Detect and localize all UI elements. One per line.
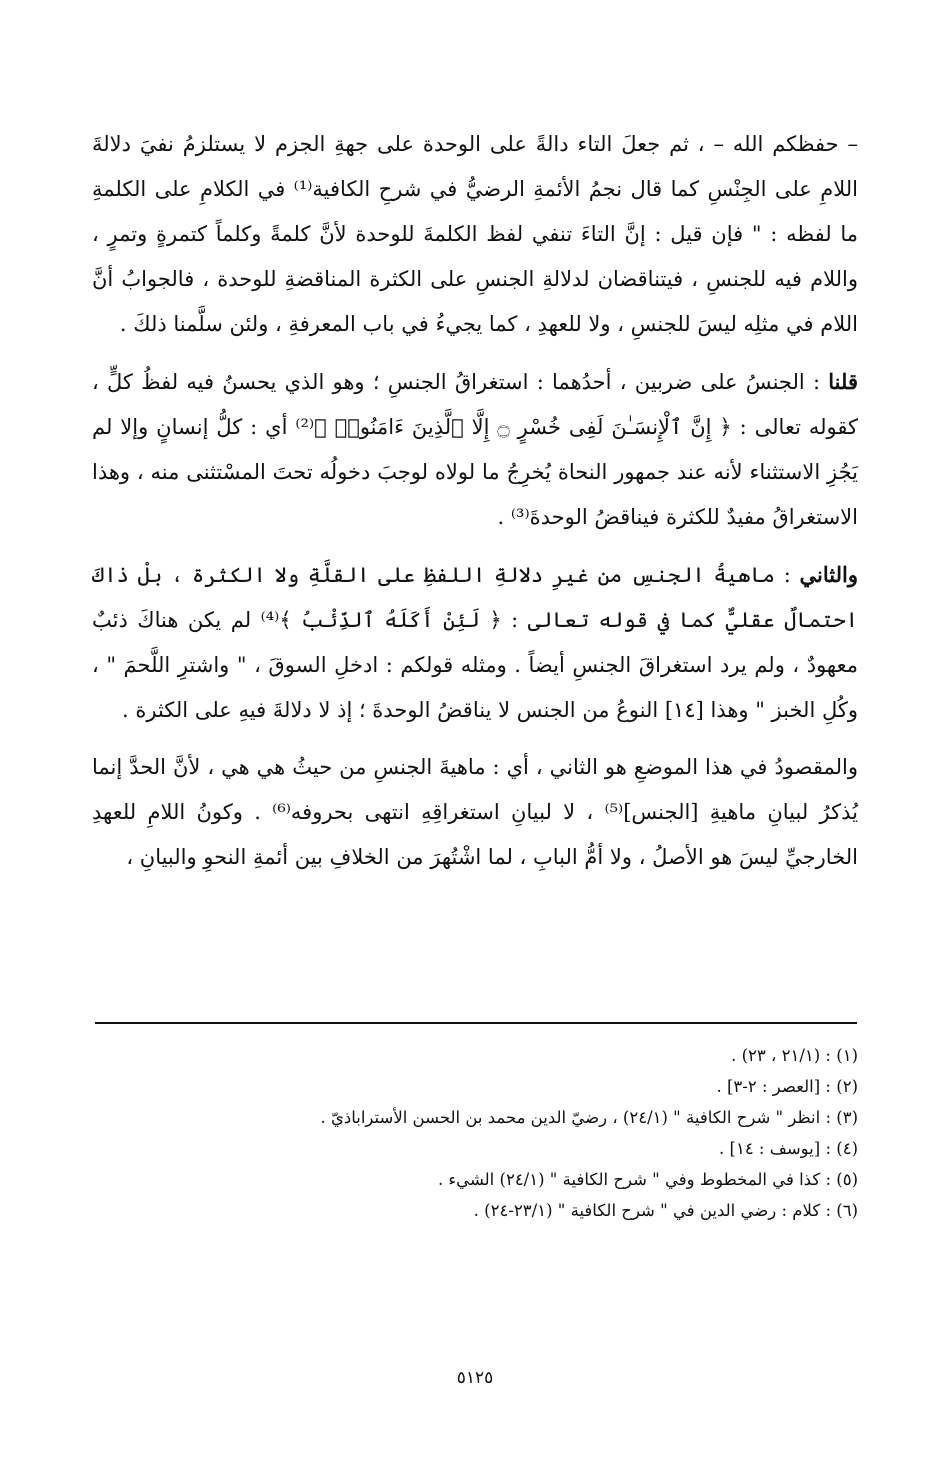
paragraph-4: والمقصودُ في هذا الموضعِ هو الثاني ، أي : ماهيةَ الجنسِ من حيثُ هي هي ، لأنَّ الحدَّ إنما يُذكرُ لبيانِ ماهيةِ [الجنس]⁽⁵⁾ ، لا لبيانِ استغراقِهِ انتهى بحروفه⁽⁶⁾ . وكونُ اللامِ للعهدِ الخارجيِّ ليسَ هو الأصلُ ، ولا أمُّ البابِ ، لما اشْتُهرَ من الخلافِ بين أئمةِ النحوِ والبيانِ ، — [92, 755, 858, 869]
footnote-1: (١) : (٢١/١ ، ٢٣) . — [731, 1046, 858, 1065]
footnote-4: (٤) : [يوسف : ١٤] . — [719, 1139, 858, 1158]
footnote-2: (٢) : [العصر : ٢-٣] . — [716, 1077, 858, 1096]
footnote-3: (٣) : انظر " شرح الكافية " (٢٤/١) ، رضيّ الدين محمد بن الحسن الأستراباذيّ . — [320, 1108, 858, 1127]
paragraph-2: قلنا : الجنسُ على ضربين ، أحدُهما : استغراقُ الجنسِ ؛ وهو الذي يحسنُ فيه لفظُ كلٍّ ، كقوله تعالى : ﴿ إِنَّ ٱلْإِنسَـٰنَ لَفِى خُسْرٍ ۝ إِلَّا ٱلَّذِينَ ءَامَنُوا۟ ﴾⁽²⁾ أي : كلُّ إنسانٍ وإلا لم يَجُزِ الاستثناء لأنه عند جمهور النحاة يُخرِجُ ما لولاه لوجبَ دخولُه تحتَ المسْتثنى منه ، وهذا الاستغراقُ مفيدٌ للكثرة فيناقضُ الوحدةَ⁽³⁾ . — [92, 369, 858, 529]
lead-word-qulna: قلنا — [828, 369, 858, 394]
footnotes — [92, 1040, 858, 1226]
paragraph-1: – حفظكم الله – ، ثم جعلَ التاء دالةً على الوحدة على جهةِ الجزم لا يستلزمُ نفيَ دلالةَ اللامِ على الجِنْسِ كما قال نجمُ الأئمةِ الرضيُّ في شرحِ الكافية⁽¹⁾ في الكلامِ على الكلمةِ ما لفظه : " فإن قيل : إنَّ التاءَ تنفي لفظ الكلمةَ للوحدة لأنَّ كلمةً وكلماً كتمرةٍ وتمرٍ ، واللام فيه للجنسِ ، فيتناقضان لدلالةِ الجنسِ على الكثرة المناقضةِ للوحدة ، فالجوابُ أنَّ اللام في مثلِه ليسَ للجنسِ ، ولا للعهدِ ، كما يجيءُ في باب المعرفةِ ، ولئن سلَّمنا ذلكَ . — [92, 132, 858, 336]
paragraph-3 — [92, 552, 858, 733]
footnote-divider — [95, 1022, 857, 1024]
footnote-5: (٥) : كذا في المخطوط وفي " شرح الكافية " (٢٤/١) الشيء . — [437, 1170, 858, 1189]
footnote-6: (٦) : كلام : رضي الدين في " شرح الكافية " (٢٣/١-٢٤) . — [473, 1201, 858, 1220]
lead-word-althani: والثاني — [799, 562, 858, 587]
main-text — [92, 122, 858, 892]
paragraph-3-text: : ماهيةُ الجنسِ من غيرِ دلالةِ اللفظِ على القلَّةِ ولا الكثرة ، بلْ ذاكَ احتمالٌ عقليٌّ كما في قوله تعالى : ﴿ لَئِنْ أَكَلَهُ ٱلذِّئْبُ ﴾⁽⁴⁾ لم يكن هناكَ ذئبٌ معهودٌ ، ولم يرد استغراقَ الجنسِ أيضاً . ومثله قولكم : ادخلِ السوقَ ، " واشترِ اللَّحمَ " ، وكُلِ الخبز " وهذا [١٤] النوعُ من الجنس لا يناقضُ الوحدةَ ؛ إذ لا دلالةَ فيهِ على الكثرة . — [92, 563, 858, 722]
paragraph-2-text: الجنسُ على ضربين ، أحدُهما : استغراقُ الجنسِ ؛ وهو الذي يحسنُ فيه لفظُ كلٍّ ، كقوله تعالى : ﴿ إِنَّ ٱلْإِنسَـٰنَ لَفِى خُسْرٍ ۝ إِلَّا ٱلَّذِينَ ءَامَنُوا۟ ﴾⁽²⁾ أي : كلُّ إنسانٍ وإلا لم يَجُزِ الاستثناء لأنه عند جمهور النحاة يُخرِجُ ما لولاه لوجبَ دخولُه تحتَ المسْتثنى منه ، وهذا الاستغراقُ مفيدٌ للكثرة فيناقضُ الوحدةَ⁽³⁾ . — [92, 370, 858, 529]
page-number: ٥١٢٥ — [456, 1368, 494, 1388]
